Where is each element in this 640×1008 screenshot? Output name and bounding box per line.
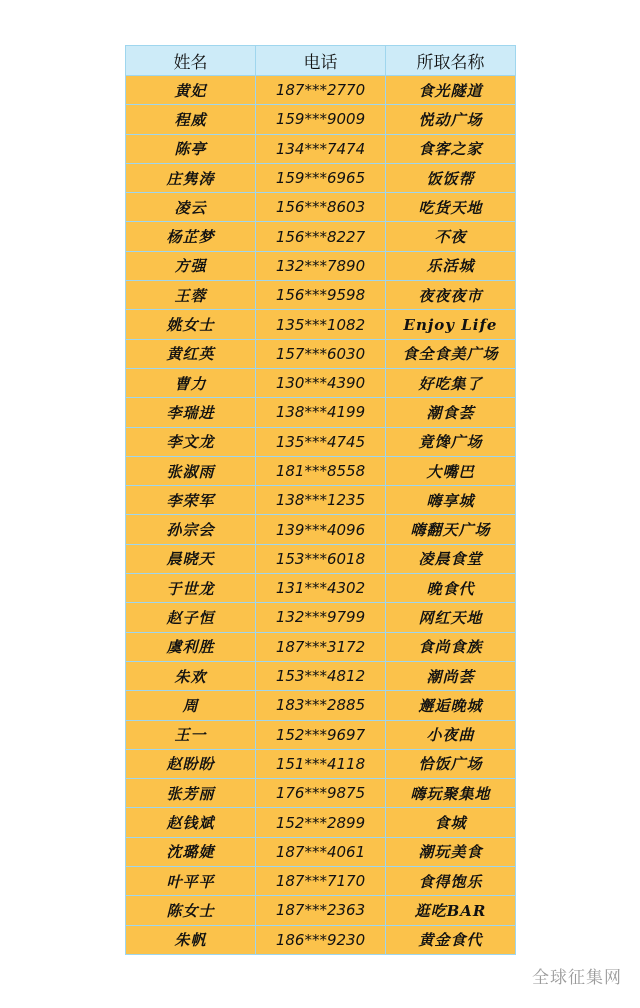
cell-chosen-name: 食客之家 bbox=[386, 134, 516, 163]
table-row bbox=[126, 867, 516, 896]
table-row bbox=[126, 251, 516, 280]
cell-phone: 183***2885 bbox=[256, 691, 386, 720]
cell-name: 晨晓天 bbox=[126, 544, 256, 573]
cell-name: 孙宗会 bbox=[126, 515, 256, 544]
cell-chosen-name: 不夜 bbox=[386, 222, 516, 251]
cell-phone: 153***4812 bbox=[256, 661, 386, 690]
names-table bbox=[125, 45, 516, 955]
cell-name: 叶平平 bbox=[126, 867, 256, 896]
cell-chosen-name: 吃货天地 bbox=[386, 193, 516, 222]
table-row bbox=[126, 134, 516, 163]
cell-chosen-name: 潮食荟 bbox=[386, 398, 516, 427]
cell-phone: 151***4118 bbox=[256, 749, 386, 778]
table-row bbox=[126, 222, 516, 251]
cell-phone: 134***7474 bbox=[256, 134, 386, 163]
cell-name: 陈女士 bbox=[126, 896, 256, 925]
cell-chosen-name: 大嘴巴 bbox=[386, 456, 516, 485]
table-body bbox=[126, 76, 516, 955]
cell-chosen-name: 小夜曲 bbox=[386, 720, 516, 749]
table-header bbox=[126, 46, 516, 76]
cell-name: 王一 bbox=[126, 720, 256, 749]
cell-name: 王蓉 bbox=[126, 281, 256, 310]
cell-chosen-name: 食光隧道 bbox=[386, 76, 516, 105]
table-row bbox=[126, 779, 516, 808]
table-row bbox=[126, 427, 516, 456]
cell-phone: 132***7890 bbox=[256, 251, 386, 280]
table-row bbox=[126, 749, 516, 778]
cell-phone: 138***4199 bbox=[256, 398, 386, 427]
header-chosen-name: 所取名称 bbox=[386, 46, 516, 76]
table-row bbox=[126, 925, 516, 954]
cell-chosen-name: 邂逅晚城 bbox=[386, 691, 516, 720]
cell-phone: 187***7170 bbox=[256, 867, 386, 896]
cell-phone: 152***9697 bbox=[256, 720, 386, 749]
cell-name: 庄隽涛 bbox=[126, 163, 256, 192]
cell-chosen-name: 潮玩美食 bbox=[386, 837, 516, 866]
table-row bbox=[126, 691, 516, 720]
cell-chosen-name: 凌晨食堂 bbox=[386, 544, 516, 573]
table-row bbox=[126, 310, 516, 339]
cell-name: 程威 bbox=[126, 105, 256, 134]
cell-phone: 159***6965 bbox=[256, 163, 386, 192]
cell-chosen-name: 饭饭帮 bbox=[386, 163, 516, 192]
cell-name: 李荣军 bbox=[126, 486, 256, 515]
table-row bbox=[126, 281, 516, 310]
table-row bbox=[126, 808, 516, 837]
cell-phone: 157***6030 bbox=[256, 339, 386, 368]
table-row bbox=[126, 515, 516, 544]
cell-chosen-name: 晚食代 bbox=[386, 574, 516, 603]
cell-phone: 156***9598 bbox=[256, 281, 386, 310]
cell-chosen-name: 潮尚荟 bbox=[386, 661, 516, 690]
cell-name: 杨芷梦 bbox=[126, 222, 256, 251]
cell-name: 凌云 bbox=[126, 193, 256, 222]
cell-chosen-name: 好吃集了 bbox=[386, 368, 516, 397]
table-row bbox=[126, 486, 516, 515]
cell-name: 周 bbox=[126, 691, 256, 720]
cell-name: 虞利胜 bbox=[126, 632, 256, 661]
cell-name: 黄红英 bbox=[126, 339, 256, 368]
header-name: 姓名 bbox=[126, 46, 256, 76]
cell-phone: 186***9230 bbox=[256, 925, 386, 954]
header-phone: 电话 bbox=[256, 46, 386, 76]
cell-chosen-name: 夜夜夜市 bbox=[386, 281, 516, 310]
cell-chosen-name: 网红天地 bbox=[386, 603, 516, 632]
table-row bbox=[126, 193, 516, 222]
cell-phone: 159***9009 bbox=[256, 105, 386, 134]
cell-chosen-name: 食城 bbox=[386, 808, 516, 837]
cell-phone: 139***4096 bbox=[256, 515, 386, 544]
cell-phone: 156***8603 bbox=[256, 193, 386, 222]
cell-phone: 153***6018 bbox=[256, 544, 386, 573]
cell-chosen-name: 食尚食族 bbox=[386, 632, 516, 661]
table-row bbox=[126, 720, 516, 749]
table-row bbox=[126, 603, 516, 632]
cell-chosen-name: 嗨玩聚集地 bbox=[386, 779, 516, 808]
cell-phone: 135***4745 bbox=[256, 427, 386, 456]
cell-name: 曹力 bbox=[126, 368, 256, 397]
cell-name: 赵钱斌 bbox=[126, 808, 256, 837]
table-row bbox=[126, 339, 516, 368]
cell-name: 李文龙 bbox=[126, 427, 256, 456]
cell-chosen-name: 竟馋广场 bbox=[386, 427, 516, 456]
cell-chosen-name: 乐活城 bbox=[386, 251, 516, 280]
cell-name: 姚女士 bbox=[126, 310, 256, 339]
cell-phone: 187***2770 bbox=[256, 76, 386, 105]
cell-phone: 132***9799 bbox=[256, 603, 386, 632]
cell-chosen-name: 恰饭广场 bbox=[386, 749, 516, 778]
cell-phone: 131***4302 bbox=[256, 574, 386, 603]
cell-name: 于世龙 bbox=[126, 574, 256, 603]
cell-name: 方强 bbox=[126, 251, 256, 280]
cell-chosen-name: 逛吃BAR bbox=[386, 896, 516, 925]
header-row bbox=[126, 46, 516, 76]
table-row bbox=[126, 837, 516, 866]
cell-name: 朱欢 bbox=[126, 661, 256, 690]
cell-name: 陈亭 bbox=[126, 134, 256, 163]
table-row bbox=[126, 456, 516, 485]
cell-name: 张淑雨 bbox=[126, 456, 256, 485]
cell-phone: 187***4061 bbox=[256, 837, 386, 866]
cell-name: 朱帆 bbox=[126, 925, 256, 954]
table-row bbox=[126, 661, 516, 690]
table-row bbox=[126, 896, 516, 925]
cell-name: 黄妃 bbox=[126, 76, 256, 105]
cell-name: 沈璐婕 bbox=[126, 837, 256, 866]
cell-phone: 156***8227 bbox=[256, 222, 386, 251]
table-row bbox=[126, 163, 516, 192]
cell-phone: 135***1082 bbox=[256, 310, 386, 339]
table-row bbox=[126, 632, 516, 661]
cell-chosen-name: 悦动广场 bbox=[386, 105, 516, 134]
table-row bbox=[126, 76, 516, 105]
cell-chosen-name: Enjoy Life bbox=[386, 310, 516, 339]
table-row bbox=[126, 544, 516, 573]
table-row bbox=[126, 574, 516, 603]
cell-chosen-name: 嗨享城 bbox=[386, 486, 516, 515]
cell-phone: 181***8558 bbox=[256, 456, 386, 485]
cell-name: 赵盼盼 bbox=[126, 749, 256, 778]
cell-phone: 130***4390 bbox=[256, 368, 386, 397]
table-row bbox=[126, 368, 516, 397]
watermark-logo: 全球征集网 bbox=[532, 968, 622, 988]
cell-phone: 176***9875 bbox=[256, 779, 386, 808]
cell-phone: 152***2899 bbox=[256, 808, 386, 837]
cell-chosen-name: 食全食美广场 bbox=[386, 339, 516, 368]
cell-phone: 138***1235 bbox=[256, 486, 386, 515]
cell-phone: 187***3172 bbox=[256, 632, 386, 661]
cell-name: 李瑞进 bbox=[126, 398, 256, 427]
cell-name: 赵子恒 bbox=[126, 603, 256, 632]
cell-name: 张芳丽 bbox=[126, 779, 256, 808]
cell-chosen-name: 黄金食代 bbox=[386, 925, 516, 954]
table-row bbox=[126, 398, 516, 427]
cell-chosen-name: 嗨翻天广场 bbox=[386, 515, 516, 544]
table-row bbox=[126, 105, 516, 134]
cell-chosen-name: 食得饱乐 bbox=[386, 867, 516, 896]
cell-phone: 187***2363 bbox=[256, 896, 386, 925]
